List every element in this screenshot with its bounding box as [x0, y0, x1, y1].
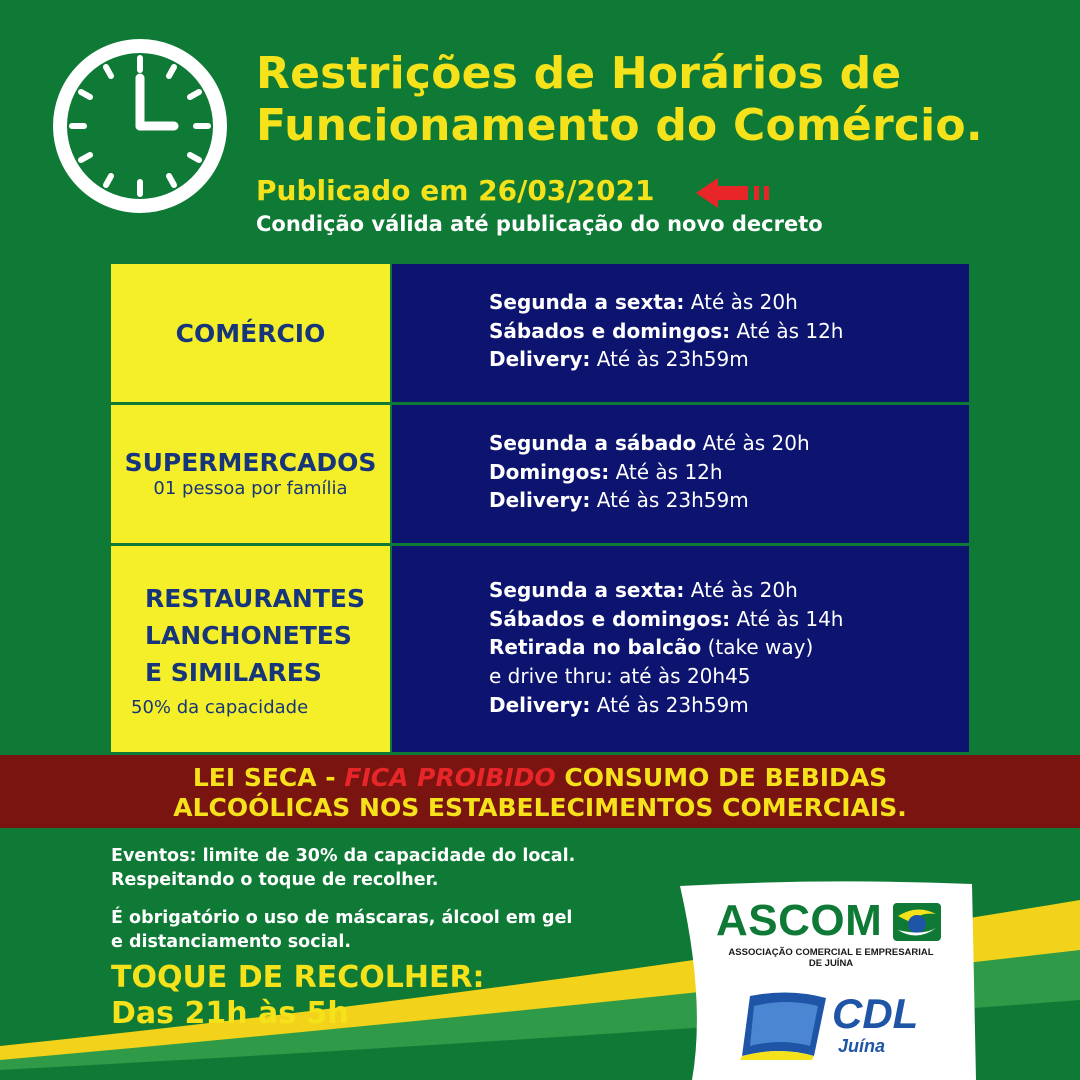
schedule-lines	[489, 576, 843, 720]
published-date: Publicado em 26/03/2021	[256, 174, 655, 207]
schedule-line: Sábados e domingos: Até às 12h	[489, 318, 844, 343]
ascom-logo: ASCOM	[716, 896, 883, 945]
schedule-cell	[392, 546, 969, 752]
curfew-hours: Das 21h às 5h	[111, 996, 349, 1031]
events-note: Eventos: limite de 30% da capacidade do local. Respeitando o toque de recolher.	[111, 846, 576, 890]
lei-seca-text: LEI SECA - FICA PROIBIDO CONSUMO DE BEBIDAS ALCOÓLICAS NOS ESTABELECIMENTOS COMERCIAIS.	[173, 763, 907, 822]
category-cell	[111, 546, 390, 752]
schedule-lines	[489, 429, 810, 515]
cdl-logo: CDL	[832, 990, 919, 1037]
schedule-line: Delivery: Até às 23h59m	[489, 692, 749, 717]
page-title	[256, 48, 983, 152]
category-cell	[111, 405, 390, 543]
row-restaurantes	[111, 546, 969, 752]
masks-note: É obrigatório o uso de máscaras, álcool em gel e distanciamento social.	[111, 908, 573, 952]
schedule-line: Sábados e domingos: Até às 14h	[489, 606, 844, 631]
schedule-line: Domingos: Até às 12h	[489, 459, 723, 484]
cdl-city: Juína	[838, 1036, 886, 1056]
schedule-line: Delivery: Até às 23h59m	[489, 347, 749, 372]
clock-icon	[50, 36, 230, 216]
schedule-line: Segunda a sexta: Até às 20h	[489, 290, 798, 314]
category-cell	[111, 264, 390, 402]
category-note: 50% da capacidade	[131, 696, 309, 718]
schedule-line: Retirada no balcão (take way)	[489, 635, 814, 660]
validity-note: Condição válida até publicação do novo decreto	[256, 212, 823, 236]
category-note: 01 pessoa por família	[153, 478, 348, 499]
title-line-2: Funcionamento do Comércio.	[256, 100, 983, 151]
schedule-line: Segunda a sábado Até às 20h	[489, 431, 810, 455]
schedule-line: e drive thru: até às 20h45	[489, 664, 751, 689]
red-arrow-left-icon	[696, 176, 780, 210]
row-supermercados	[111, 405, 969, 543]
category-label: SUPERMERCADOS	[124, 448, 377, 477]
schedule-cell	[392, 405, 969, 543]
schedule-lines	[489, 288, 843, 374]
schedule-line: Delivery: Até às 23h59m	[489, 488, 749, 513]
title-line-1: Restrições de Horários de	[256, 48, 902, 99]
schedule-cell	[392, 264, 969, 402]
schedule-line: Segunda a sexta: Até às 20h	[489, 578, 798, 602]
lei-seca-banner	[0, 755, 1080, 828]
category-label: RESTAURANTES LANCHONETES E SIMILARES	[145, 583, 365, 687]
row-comercio	[111, 264, 969, 402]
curfew-label: TOQUE DE RECOLHER:	[111, 960, 485, 995]
ascom-subtitle: ASSOCIAÇÃO COMERCIAL E EMPRESARIAL DE JUÍNA	[728, 947, 934, 969]
category-label: COMÉRCIO	[175, 318, 326, 348]
curfew	[111, 960, 485, 1032]
cdl-emblem-icon	[740, 990, 828, 1060]
ascom-emblem-icon	[892, 902, 942, 942]
